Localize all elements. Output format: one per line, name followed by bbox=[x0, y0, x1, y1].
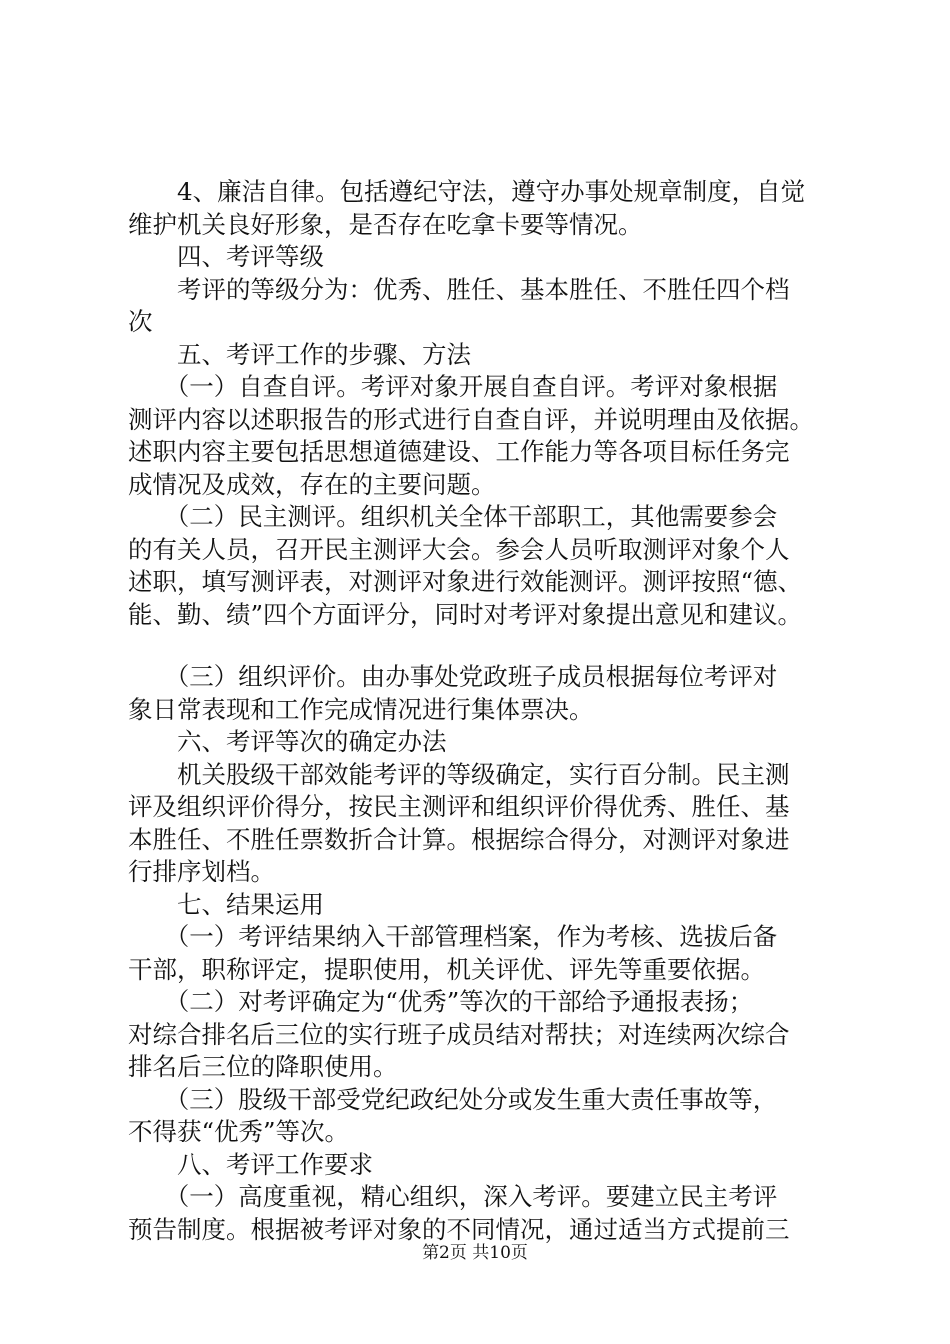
text-line: 4、廉洁自律。包括遵纪守法，遵守办事处规章制度，自觉 bbox=[128, 177, 806, 206]
text-line: （二）对考评确定为“优秀”等次的干部给予通报表扬； bbox=[128, 987, 754, 1016]
text-line: 排名后三位的降职使用。 bbox=[128, 1052, 398, 1081]
text-line: （一）高度重视，精心组织，深入考评。要建立民主考评 bbox=[128, 1182, 778, 1211]
text-line: 述职，填写测评表，对测评对象进行效能测评。测评按照“德、 bbox=[128, 567, 803, 596]
text-line: 行排序划档。 bbox=[128, 857, 275, 886]
text-line: 考评的等级分为：优秀、胜任、基本胜任、不胜任四个档 bbox=[128, 274, 790, 304]
text-line: 不得获“优秀”等次。 bbox=[128, 1117, 350, 1146]
text-line: 能、勤、绩”四个方面评分，同时对考评对象提出意见和建议。 bbox=[128, 599, 803, 629]
text-line: 的有关人员，召开民主测评大会。参会人员听取测评对象个人 bbox=[128, 534, 790, 564]
text-line: （三）组织评价。由办事处党政班子成员根据每位考评对 bbox=[128, 662, 778, 691]
text-line: 对综合排名后三位的实行班子成员结对帮扶；对连续两次综合 bbox=[128, 1019, 790, 1049]
text-line: 象日常表现和工作完成情况进行集体票决。 bbox=[128, 694, 594, 724]
text-line: 本胜任、不胜任票数折合计算。根据综合得分，对测评对象进 bbox=[128, 824, 790, 854]
section-heading: 六、考评等次的确定办法 bbox=[128, 727, 447, 756]
text-line: （三）股级干部受党纪政纪处分或发生重大责任事故等， bbox=[128, 1084, 778, 1114]
section-heading: 五、考评工作的步骤、方法 bbox=[128, 339, 471, 369]
text-line: （一）自查自评。考评对象开展自查自评。考评对象根据 bbox=[128, 372, 778, 401]
document-body bbox=[128, 176, 833, 1246]
page-number-footer: 第2页 共10页 bbox=[422, 1243, 528, 1263]
text-line: （一）考评结果纳入干部管理档案，作为考核、选拔后备 bbox=[128, 922, 778, 951]
section-heading: 七、结果运用 bbox=[128, 889, 324, 919]
text-line: 机关股级干部效能考评的等级确定，实行百分制。民主测 bbox=[128, 759, 790, 789]
text-line: 述职内容主要包括思想道德建设、工作能力等各项目标任务完 bbox=[128, 437, 790, 466]
text-line: （二）民主测评。组织机关全体干部职工，其他需要参会 bbox=[128, 502, 778, 531]
text-line: 预告制度。根据被考评对象的不同情况，通过适当方式提前三 bbox=[128, 1214, 790, 1244]
text-line: 评及组织评价得分，按民主测评和组织评价得优秀、胜任、基 bbox=[128, 792, 790, 821]
blank-line bbox=[128, 631, 833, 661]
text-line: 维护机关良好形象，是否存在吃拿卡要等情况。 bbox=[128, 209, 643, 239]
section-heading: 四、考评等级 bbox=[128, 242, 324, 271]
text-line: 成情况及成效，存在的主要问题。 bbox=[128, 469, 496, 499]
section-heading: 八、考评工作要求 bbox=[128, 1149, 373, 1179]
text-line: 次 bbox=[128, 307, 153, 336]
text-line: 测评内容以述职报告的形式进行自查自评，并说明理由及依据。 bbox=[128, 404, 814, 434]
text-line: 干部，职称评定，提职使用，机关评优、评先等重要依据。 bbox=[128, 954, 765, 984]
